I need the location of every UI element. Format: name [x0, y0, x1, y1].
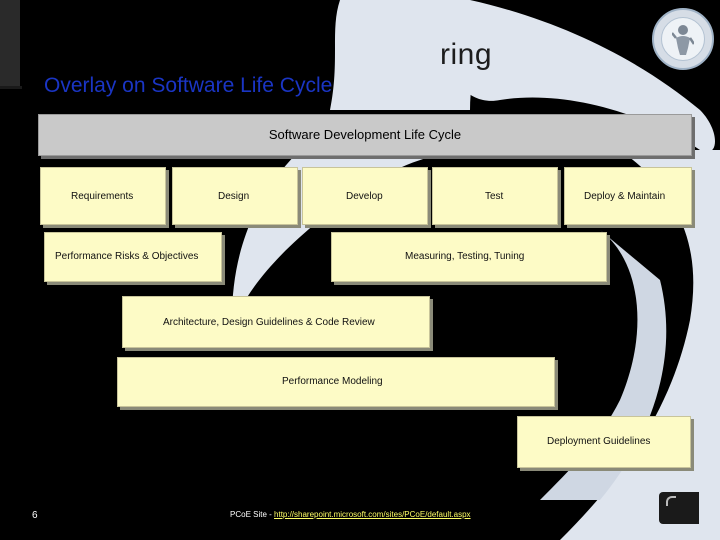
footer-site-link[interactable]: http://sharepoint.microsoft.com/sites/PCoE/default.aspx	[274, 510, 471, 519]
activity-performance-modeling	[117, 357, 555, 407]
footer-text	[230, 510, 471, 519]
activity-label: Deployment Guidelines	[547, 436, 651, 447]
activity-label: Measuring, Testing, Tuning	[405, 251, 525, 262]
slide-title: ring	[440, 38, 493, 71]
sdlc-banner-label: Software Development Life Cycle	[268, 127, 462, 142]
slide-subtitle: Overlay on Software Life Cycle	[44, 74, 333, 97]
activity-label: Performance Risks & Objectives	[55, 251, 199, 262]
activity-measuring-testing	[331, 232, 607, 282]
sdlc-banner	[38, 114, 692, 156]
left-accent-bar	[0, 0, 20, 86]
phase-label: Requirements	[71, 191, 134, 202]
activity-architecture-review	[122, 296, 430, 348]
activity-performance-risks	[44, 232, 222, 282]
phase-label: Test	[485, 191, 504, 202]
page-number: 6	[32, 510, 38, 521]
page-curl-corner	[659, 492, 699, 524]
phase-label: Deploy & Maintain	[584, 191, 666, 202]
activity-label: Architecture, Design Guidelines & Code Review	[163, 317, 375, 328]
phase-deploy-maintain	[564, 167, 692, 225]
phase-develop	[302, 167, 428, 225]
page-curl-icon	[666, 496, 676, 506]
phase-label: Develop	[346, 191, 383, 202]
phase-requirements	[40, 167, 166, 225]
phase-design	[172, 167, 298, 225]
phase-test	[432, 167, 558, 225]
person-figure-icon	[672, 24, 694, 56]
phase-label: Design	[218, 191, 250, 202]
activity-label: Performance Modeling	[282, 376, 383, 387]
footer-site-label: PCoE Site -	[230, 510, 275, 519]
activity-deployment-guidelines	[517, 416, 691, 468]
header-rule	[0, 86, 22, 89]
